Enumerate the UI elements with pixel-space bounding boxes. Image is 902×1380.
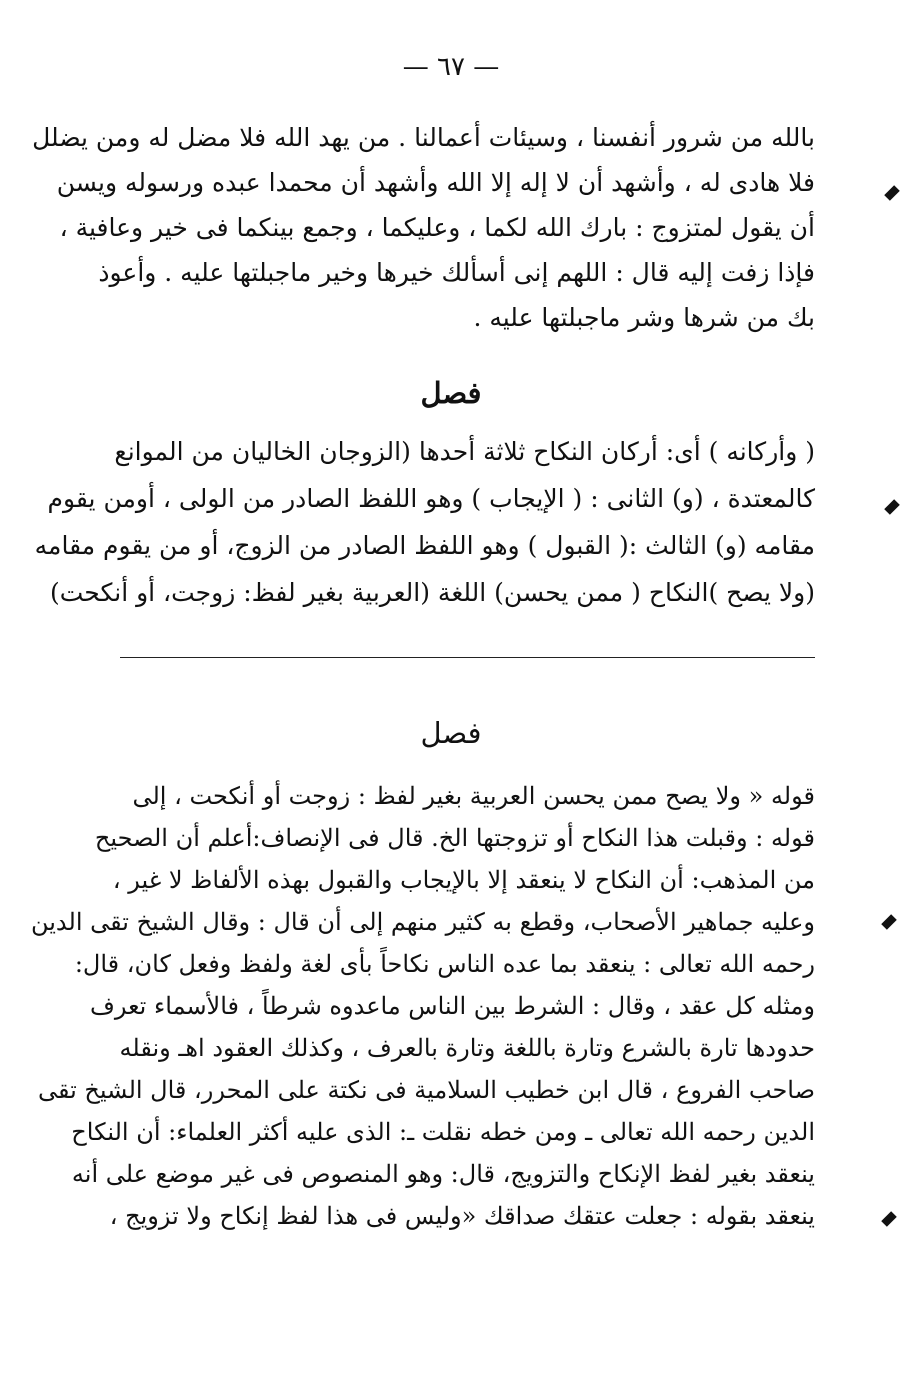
text-line: فإذا زفت إليه قال : اللهم إنى أسألك خيرها وخير ماجبلتها عليه . وأعوذ <box>98 258 815 287</box>
text-line: أن يقول لمتزوج : بارك الله لكما ، وعليكما ، وجمع بينكما فى خير وعافية ، <box>59 213 815 242</box>
text-line: رحمه الله تعالى : ينعقد بما عده الناس نكاحاً بأى لغة ولفظ وفعل كان، قال: <box>74 950 815 978</box>
text-line: ينعقد بقوله : جعلت عتقك صداقك «وليس فى هذا لفظ إنكاح ولا تزويج ، <box>109 1202 815 1230</box>
text-line: قوله : وقبلت هذا النكاح أو تزوجتها الخ. قال فى الإنصاف:أعلم أن الصحيح <box>94 824 815 852</box>
text-line: مقامه (و) الثالث :( القبول ) وهو اللفظ الصادر من الزوج، أو من يقوم مقامه <box>34 531 815 560</box>
margin-mark-icon <box>881 914 897 930</box>
text-line: بالله من شرور أنفسنا ، وسيئات أعمالنا . من يهد الله فلا مضل له ومن يضلل <box>32 123 815 152</box>
margin-mark-icon <box>884 185 900 201</box>
section-heading-1: فصل <box>420 376 482 410</box>
matn-text-block <box>34 428 815 616</box>
text-line: صاحب الفروع ، قال ابن خطيب السلامية فى نكتة على المحرر، قال الشيخ تقى <box>37 1076 815 1104</box>
text-line: بك من شرها وشر ماجبلتها عليه . <box>473 303 815 332</box>
margin-mark-icon <box>881 1211 897 1227</box>
section-heading-2: فصل <box>420 716 482 750</box>
text-line: الدين رحمه الله تعالى ـ ومن خطه نقلت ـ: الذى عليه أكثر العلماء: أن النكاح <box>71 1118 815 1146</box>
text-line: حدودها تارة بالشرع وتارة باللغة وتارة بالعرف ، وكذلك العقود اهـ ونقله <box>119 1034 815 1062</box>
text-line: كالمعتدة ، (و) الثانى : ( الإيجاب ) وهو اللفظ الصادر من الولى ، أومن يقوم <box>47 484 815 513</box>
upper-text-block <box>32 115 815 340</box>
page-number: — ٦٧ — <box>402 52 500 82</box>
text-line: من المذهب: أن النكاح لا ينعقد إلا بالإيجاب والقبول بهذه الألفاظ لا غير ، <box>112 866 815 894</box>
text-line: فلا هادى له ، وأشهد أن لا إله إلا الله وأشهد أن محمدا عبده ورسوله ويسن <box>56 168 815 197</box>
margin-mark-icon <box>884 499 900 515</box>
text-line: ( وأركانه ) أى: أركان النكاح ثلاثة أحدها (الزوجان الخاليان من الموانع <box>114 437 815 466</box>
sharh-text-block <box>30 775 815 1237</box>
text-line: قوله « ولا يصح ممن يحسن العربية بغير لفظ : زوجت أو أنكحت ، إلى <box>132 782 815 810</box>
text-line: (ولا يصح )النكاح ( ممن يحسن) اللغة (العربية بغير لفظ: زوجت، أو أنكحت) <box>50 578 815 607</box>
text-line: وعليه جماهير الأصحاب، وقطع به كثير منهم إلى أن قال : وقال الشيخ تقى الدين <box>30 908 815 936</box>
text-line: ومثله كل عقد ، وقال : الشرط بين الناس ماعدوه شرطاً ، فالأسماء تعرف <box>89 992 815 1020</box>
text-line: ينعقد بغير لفظ الإنكاح والتزويج، قال: وهو المنصوص فى غير موضع على أنه <box>71 1160 815 1188</box>
divider <box>120 657 815 658</box>
